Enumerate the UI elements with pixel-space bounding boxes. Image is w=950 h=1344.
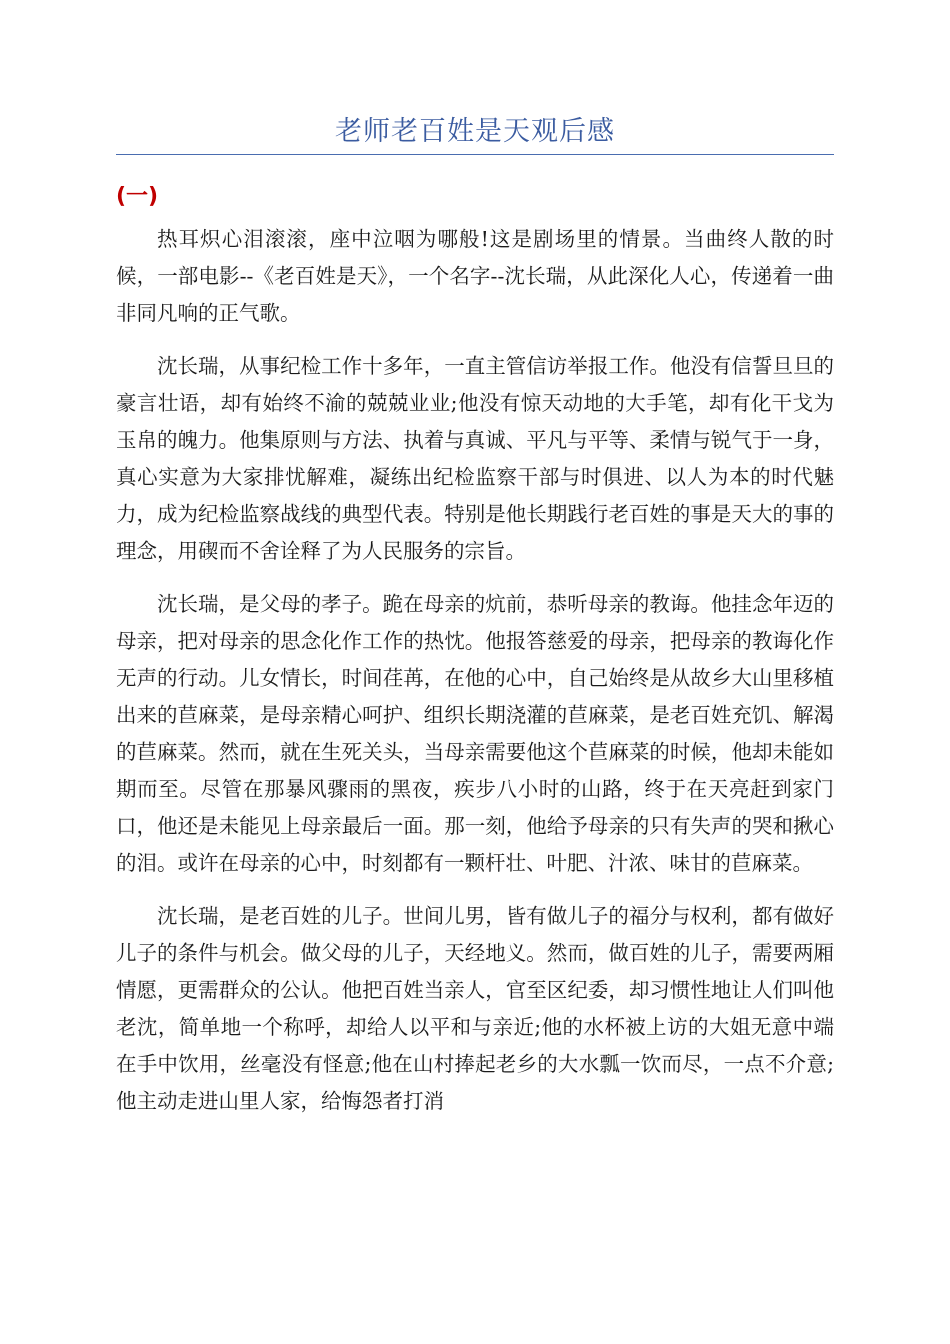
document-page [116,0,834,1344]
body-paragraph-3: 沈长瑞，是父母的孝子。跪在母亲的炕前，恭听母亲的教诲。他挂念年迈的母亲，把对母亲的思念化作工作的热忱。他报答慈爱的母亲，把母亲的教诲化作无声的行动。儿女情长，时间荏苒，在他的心中，自己始终是从故乡大山里移植出来的苣麻菜，是母亲精心呵护、组织长期浇灌的苣麻菜，是老百姓充饥、解渴的苣麻菜。然而，就在生死关头，当母亲需要他这个苣麻菜的时候，他却未能如期而至。尽管在那暴风骤雨的黑夜，疾步八小时的山路，终于在天亮赶到家门口，他还是未能见上母亲最后一面。那一刻，他给予母亲的只有失声的哭和揪心的泪。或许在母亲的心中，时刻都有一颗杆壮、叶肥、汁浓、味甘的苣麻菜。 [116,592,834,875]
body-paragraph-2: 沈长瑞，从事纪检工作十多年，一直主管信访举报工作。他没有信誓旦旦的豪言壮语，却有始终不渝的兢兢业业;他没有惊天动地的大手笔，却有化干戈为玉帛的魄力。他集原则与方法、执着与真诚、平凡与平等、柔情与锐气于一身，真心实意为大家排忧解难，凝练出纪检监察干部与时俱进、以人为本的时代魅力，成为纪检监察战线的典型代表。特别是他长期践行老百姓的事是天大的事的理念，用碶而不舍诠释了为人民服务的宗旨。 [116,354,834,563]
section-heading: (一) [116,184,159,209]
title-underline-divider [116,154,834,155]
body-paragraph-4: 沈长瑞，是老百姓的儿子。世间儿男，皆有做儿子的福分与权利，都有做好儿子的条件与机会。做父母的儿子，天经地义。然而，做百姓的儿子，需要两厢情愿，更需群众的公认。他把百姓当亲人，官至区纪委，却习惯性地让人们叫他老沈，简单地一个称呼，却给人以平和与亲近;他的水杯被上访的大姐无意中端在手中饮用，丝毫没有怪意;他在山村捧起老乡的大水瓢一饮而尽，一点不介意;他主动走进山里人家，给悔怨者打消 [116,904,834,1113]
body-paragraph-1: 热耳炽心泪滚滚，座中泣咽为哪般!这是剧场里的情景。当曲终人散的时候，一部电影--《老百姓是天》，一个名字--沈长瑞，从此深化人心，传递着一曲非同凡响的正气歌。 [116,227,834,325]
document-title: 老师老百姓是天观后感 [335,116,615,147]
